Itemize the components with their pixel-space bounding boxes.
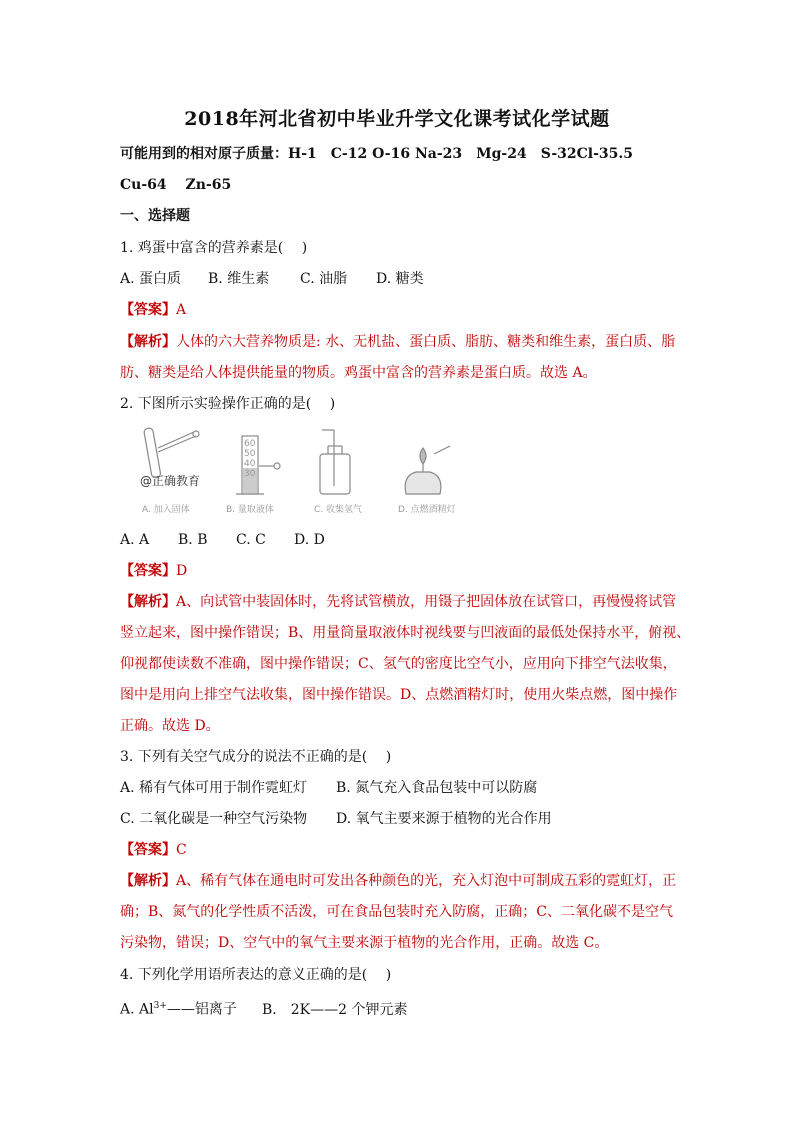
- q1-options: [120, 269, 680, 289]
- scale-40: 40: [244, 459, 256, 469]
- answer-tag: 【答案】: [120, 842, 176, 858]
- q2-analysis-text-1: A、向试管中装固体时，先将试管横放，用镊子把固体放在试管口，再慢慢将试管: [176, 594, 677, 610]
- q3-option-c: C. 二氧化碳是一种空气污染物: [120, 811, 308, 827]
- figure-d-alcohol-lamp: [405, 446, 450, 494]
- q1-answer-value: A: [176, 302, 187, 318]
- answer-tag: 【答案】: [120, 563, 176, 579]
- page-title: 2018年河北省初中毕业升学文化课考试化学试题: [184, 108, 610, 130]
- watermark: @正确教育: [140, 474, 201, 488]
- q2-analysis-text-4: 图中是用向上排空气法收集，图中操作错误。D、点燃酒精灯时，使用火柴点燃，图中操作: [120, 687, 678, 703]
- q4-option-a-charge: 3+: [153, 1001, 167, 1011]
- q2-analysis-text-3: 仰视都使读数不准确，图中操作错误；C、氢气的密度比空气小，应用向下排空气法收集，: [120, 656, 677, 672]
- q2-analysis-text-5: 正确。故选 D。: [120, 718, 220, 734]
- q4-options: [120, 996, 680, 1020]
- q3-analysis-text-1: A、稀有气体在通电时可发出各种颜色的光，充入灯泡中可制成五彩的霓虹灯，正: [176, 873, 677, 889]
- q2-answer: [120, 561, 680, 581]
- q2-analysis-line: [120, 592, 680, 612]
- q1-stem: 1. 鸡蛋中富含的营养素是( ): [120, 240, 308, 256]
- q4-option-a-symbol: A. Al: [120, 1001, 154, 1018]
- q3-option-b: B. 氮气充入食品包装中可以防腐: [336, 780, 538, 796]
- q3-analysis-text-3: 污染物，错误；D、空气中的氧气主要来源于植物的光合作用，正确。故选 C。: [120, 935, 609, 951]
- q3-options-row-1: [120, 778, 680, 798]
- q2-answer-value: D: [176, 563, 188, 579]
- figure-caption-b: B. 量取液体: [226, 505, 274, 515]
- q4-option-b: B. 2K——2 个钾元素: [262, 1001, 408, 1018]
- q3-analysis-line: [120, 871, 680, 891]
- q1-option-c: C. 油脂: [300, 271, 348, 287]
- q1-analysis-text-1: 人体的六大营养物质是: 水、无机盐、蛋白质、脂肪、糖类和维生素，蛋白质、脂: [176, 334, 676, 350]
- figure-caption-c: C. 收集氢气: [314, 505, 363, 515]
- q1-answer: [120, 300, 680, 320]
- q1-option-b: B. 维生素: [208, 271, 270, 287]
- q3-options-row-2: [120, 809, 680, 829]
- q2-option-a: A. A: [120, 532, 150, 548]
- q4-option-a-meaning: ——铝离子: [166, 1001, 237, 1018]
- analysis-tag: 【解析】: [120, 334, 176, 350]
- scale-60: 60: [244, 439, 256, 449]
- q4-option-a: [120, 996, 262, 1020]
- atomic-mass-line-1: 可能用到的相对原子质量：H-1 C-12 O-16 Na-23 Mg-24 S-32Cl-35.5: [120, 146, 633, 162]
- q2-stem: 2. 下图所示实验操作正确的是( ): [120, 396, 336, 412]
- analysis-tag: 【解析】: [120, 873, 176, 889]
- scale-50: 50: [244, 449, 256, 459]
- analysis-tag: 【解析】: [120, 594, 176, 610]
- q3-analysis-text-2: 确；B、氮气的化学性质不活泼，可在食品包装时充入防腐，正确；C、二氧化碳不是空气: [120, 904, 673, 920]
- q3-answer-value: C: [176, 842, 187, 858]
- q3-option-a: A. 稀有气体可用于制作霓虹灯: [120, 780, 308, 796]
- figure-caption-a: A. 加入固体: [142, 505, 190, 515]
- answer-tag: 【答案】: [120, 302, 176, 318]
- q4-stem: 4. 下列化学用语所表达的意义正确的是( ): [120, 967, 392, 983]
- q2-analysis-text-2: 竖立起来，图中操作错误；B、用量筒量取液体时视线要与凹液面的最低处保持水平，俯视、: [120, 625, 691, 641]
- figure-caption-d: D. 点燃酒精灯: [398, 505, 456, 515]
- q2-options: [120, 530, 680, 550]
- q1-analysis-line: [120, 332, 680, 352]
- q1-option-d: D. 糖类: [376, 271, 424, 287]
- q2-option-c: C. C: [236, 532, 266, 548]
- q3-answer: [120, 840, 680, 860]
- figure-a-test-tube: [144, 428, 199, 479]
- q3-option-d: D. 氧气主要来源于植物的光合作用: [336, 811, 552, 827]
- section-heading: 一、选择题: [120, 208, 190, 224]
- q1-analysis-text-2: 肪、糖类是给人体提供能量的物质。鸡蛋中富含的营养素是蛋白质。故选 A。: [120, 365, 597, 381]
- q1-option-a: A. 蛋白质: [120, 271, 182, 287]
- figure-c-gas-bottle: [320, 430, 350, 494]
- scale-30: 30: [244, 469, 256, 479]
- q2-option-b: B. B: [178, 532, 208, 548]
- figure-b-cylinder: [236, 436, 280, 494]
- atomic-mass-line-2: Cu-64 Zn-65: [120, 177, 232, 193]
- q3-stem: 3. 下列有关空气成分的说法不正确的是( ): [120, 749, 392, 765]
- q2-option-d: D. D: [294, 532, 325, 548]
